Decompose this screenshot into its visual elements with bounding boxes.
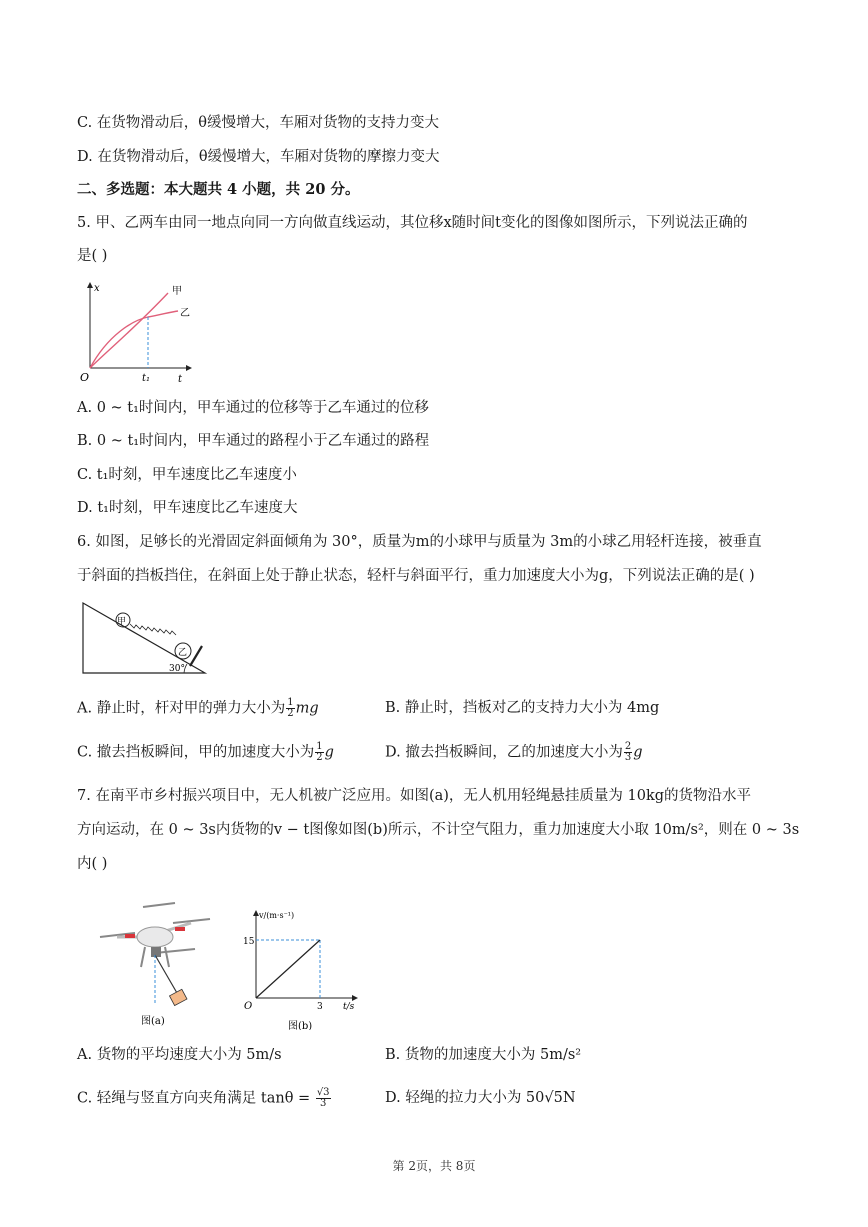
q6-incline-figure xyxy=(80,600,212,678)
drone-propeller-back xyxy=(143,903,175,907)
option-d-prev: D. 在货物滑动后，θ缓慢增大，车厢对货物的摩擦力变大 xyxy=(77,149,440,165)
drone-rope xyxy=(155,955,177,993)
q5-t-label: t xyxy=(178,374,183,385)
drone-stripe-left xyxy=(125,934,135,938)
vt-x-tick-label: 3 xyxy=(317,1002,323,1012)
q6-d-num: 2 xyxy=(624,741,632,752)
q5-yi-label: 乙 xyxy=(180,308,190,319)
vt-series-line xyxy=(256,940,320,998)
q5-option-b: B. 0 ~ t₁时间内，甲车通过的路程小于乙车通过的路程 xyxy=(77,433,430,449)
q5-curve-yi xyxy=(90,311,178,368)
q6-incline xyxy=(83,603,205,673)
q7-stem-line3: 内( ) xyxy=(77,856,108,872)
q5-stem-line2: 是( ) xyxy=(77,248,108,264)
drone-camera xyxy=(151,947,161,957)
drone-stripe-right xyxy=(175,927,185,931)
q5-jia-label: 甲 xyxy=(172,286,182,297)
q6-a-num: 1 xyxy=(287,697,294,708)
q7-stem-line1: 7. 在南平市乡村振兴项目中，无人机被广泛应用。如图(a)，无人机用轻绳悬挂质量为 10kg的货物沿水平 xyxy=(77,788,752,804)
q6-a-text: A. 静止时，杆对甲的弹力大小为 xyxy=(77,700,286,717)
q6-d-fraction xyxy=(624,742,632,763)
vt-y-label: v/(m·s⁻¹) xyxy=(259,911,295,920)
q6-c-fraction xyxy=(315,742,323,763)
q6-d-den: 3 xyxy=(624,752,632,763)
q6-jia-label: 甲 xyxy=(117,617,127,627)
q6-a-fraction xyxy=(286,698,294,719)
q6-a-unit: mg xyxy=(295,700,319,717)
q5-t-axis-arrow xyxy=(186,365,192,371)
q7-option-d: D. 轻绳的拉力大小为 50√5N xyxy=(385,1090,576,1106)
q7-c-den: 3 xyxy=(319,1098,327,1109)
page-footer: 第 2页，共 8页 xyxy=(392,1159,476,1173)
q6-stem-line1: 6. 如图，足够长的光滑固定斜面倾角为 30°，质量为m的小球甲与质量为 3m的小球乙用轻杆连接，被垂直 xyxy=(77,534,762,550)
option-c-prev: C. 在货物滑动后，θ缓慢增大，车厢对货物的支持力变大 xyxy=(77,115,440,131)
vt-origin-label: O xyxy=(244,1001,253,1012)
q7-vt-graph xyxy=(240,908,365,1030)
drone-propeller-right xyxy=(173,919,210,923)
q7-option-a: A. 货物的平均速度大小为 5m/s xyxy=(77,1047,282,1063)
drone-cargo xyxy=(169,989,187,1005)
drone-leg-left xyxy=(141,947,145,967)
q6-a-den: 2 xyxy=(287,708,294,719)
section-heading: 二、多选题：本大题共 4 小题，共 20 分。 xyxy=(77,181,360,198)
q6-yi-label: 乙 xyxy=(178,648,188,658)
q7-c-text: C. 轻绳与竖直方向夹角满足 tanθ = xyxy=(77,1090,315,1107)
q5-origin-label: O xyxy=(80,371,90,384)
vt-x-label: t/s xyxy=(343,1002,355,1012)
q5-stem-line1: 5. 甲、乙两车由同一地点向同一方向做直线运动，其位移x随时间t变化的图像如图所示，下列说法正确的 xyxy=(77,215,748,231)
q5-curve-jia xyxy=(90,293,168,368)
q5-x-label: x xyxy=(94,283,100,294)
fig-b-caption: 图(b) xyxy=(288,1021,313,1030)
q6-c-text: C. 撤去挡板瞬间，甲的加速度大小为 xyxy=(77,744,315,761)
vt-y-tick-label: 15 xyxy=(243,937,255,947)
q6-option-a xyxy=(77,698,319,719)
vt-t-axis-arrow xyxy=(352,995,358,1001)
q7-c-fraction xyxy=(316,1088,331,1109)
q7-stem-line2: 方向运动，在 0 ~ 3s内货物的v − t图像如图(b)所示，不计空气阻力，重力加速度大小取 10m/s²，则在 0 ~ 3s xyxy=(77,822,800,838)
q6-d-text: D. 撤去挡板瞬间，乙的加速度大小为 xyxy=(385,744,623,761)
q7-option-c xyxy=(77,1088,332,1109)
q6-option-d xyxy=(385,742,643,763)
q6-option-c xyxy=(77,742,334,763)
q5-option-d: D. t₁时刻，甲车速度比乙车速度大 xyxy=(77,500,298,516)
q7-c-num: √3 xyxy=(316,1087,330,1098)
q7-option-b: B. 货物的加速度大小为 5m/s² xyxy=(385,1047,582,1063)
q5-xt-graph xyxy=(78,280,193,388)
drone-body xyxy=(137,927,173,947)
q5-x-axis-arrow xyxy=(87,282,93,288)
q6-option-b: B. 静止时，挡板对乙的支持力大小为 4mg xyxy=(385,700,660,716)
q6-d-unit: g xyxy=(633,744,643,761)
q6-c-den: 2 xyxy=(316,752,323,763)
fig-a-caption: 图(a) xyxy=(141,1016,165,1027)
q7-drone-figure xyxy=(95,895,215,1030)
q6-stem-line2: 于斜面的挡板挡住，在斜面上处于静止状态，轻杆与斜面平行，重力加速度大小为g，下列说法正确的是( ) xyxy=(77,568,755,584)
q5-option-a: A. 0 ~ t₁时间内，甲车通过的位移等于乙车通过的位移 xyxy=(77,400,429,416)
q6-c-unit: g xyxy=(324,744,334,761)
q6-angle-label: 30° xyxy=(169,664,185,674)
drone-leg-right xyxy=(165,947,169,967)
q5-t1-label: t₁ xyxy=(142,373,151,384)
q5-option-c: C. t₁时刻，甲车速度比乙车速度小 xyxy=(77,467,297,483)
q6-baffle xyxy=(190,646,202,666)
q6-c-num: 1 xyxy=(316,741,323,752)
